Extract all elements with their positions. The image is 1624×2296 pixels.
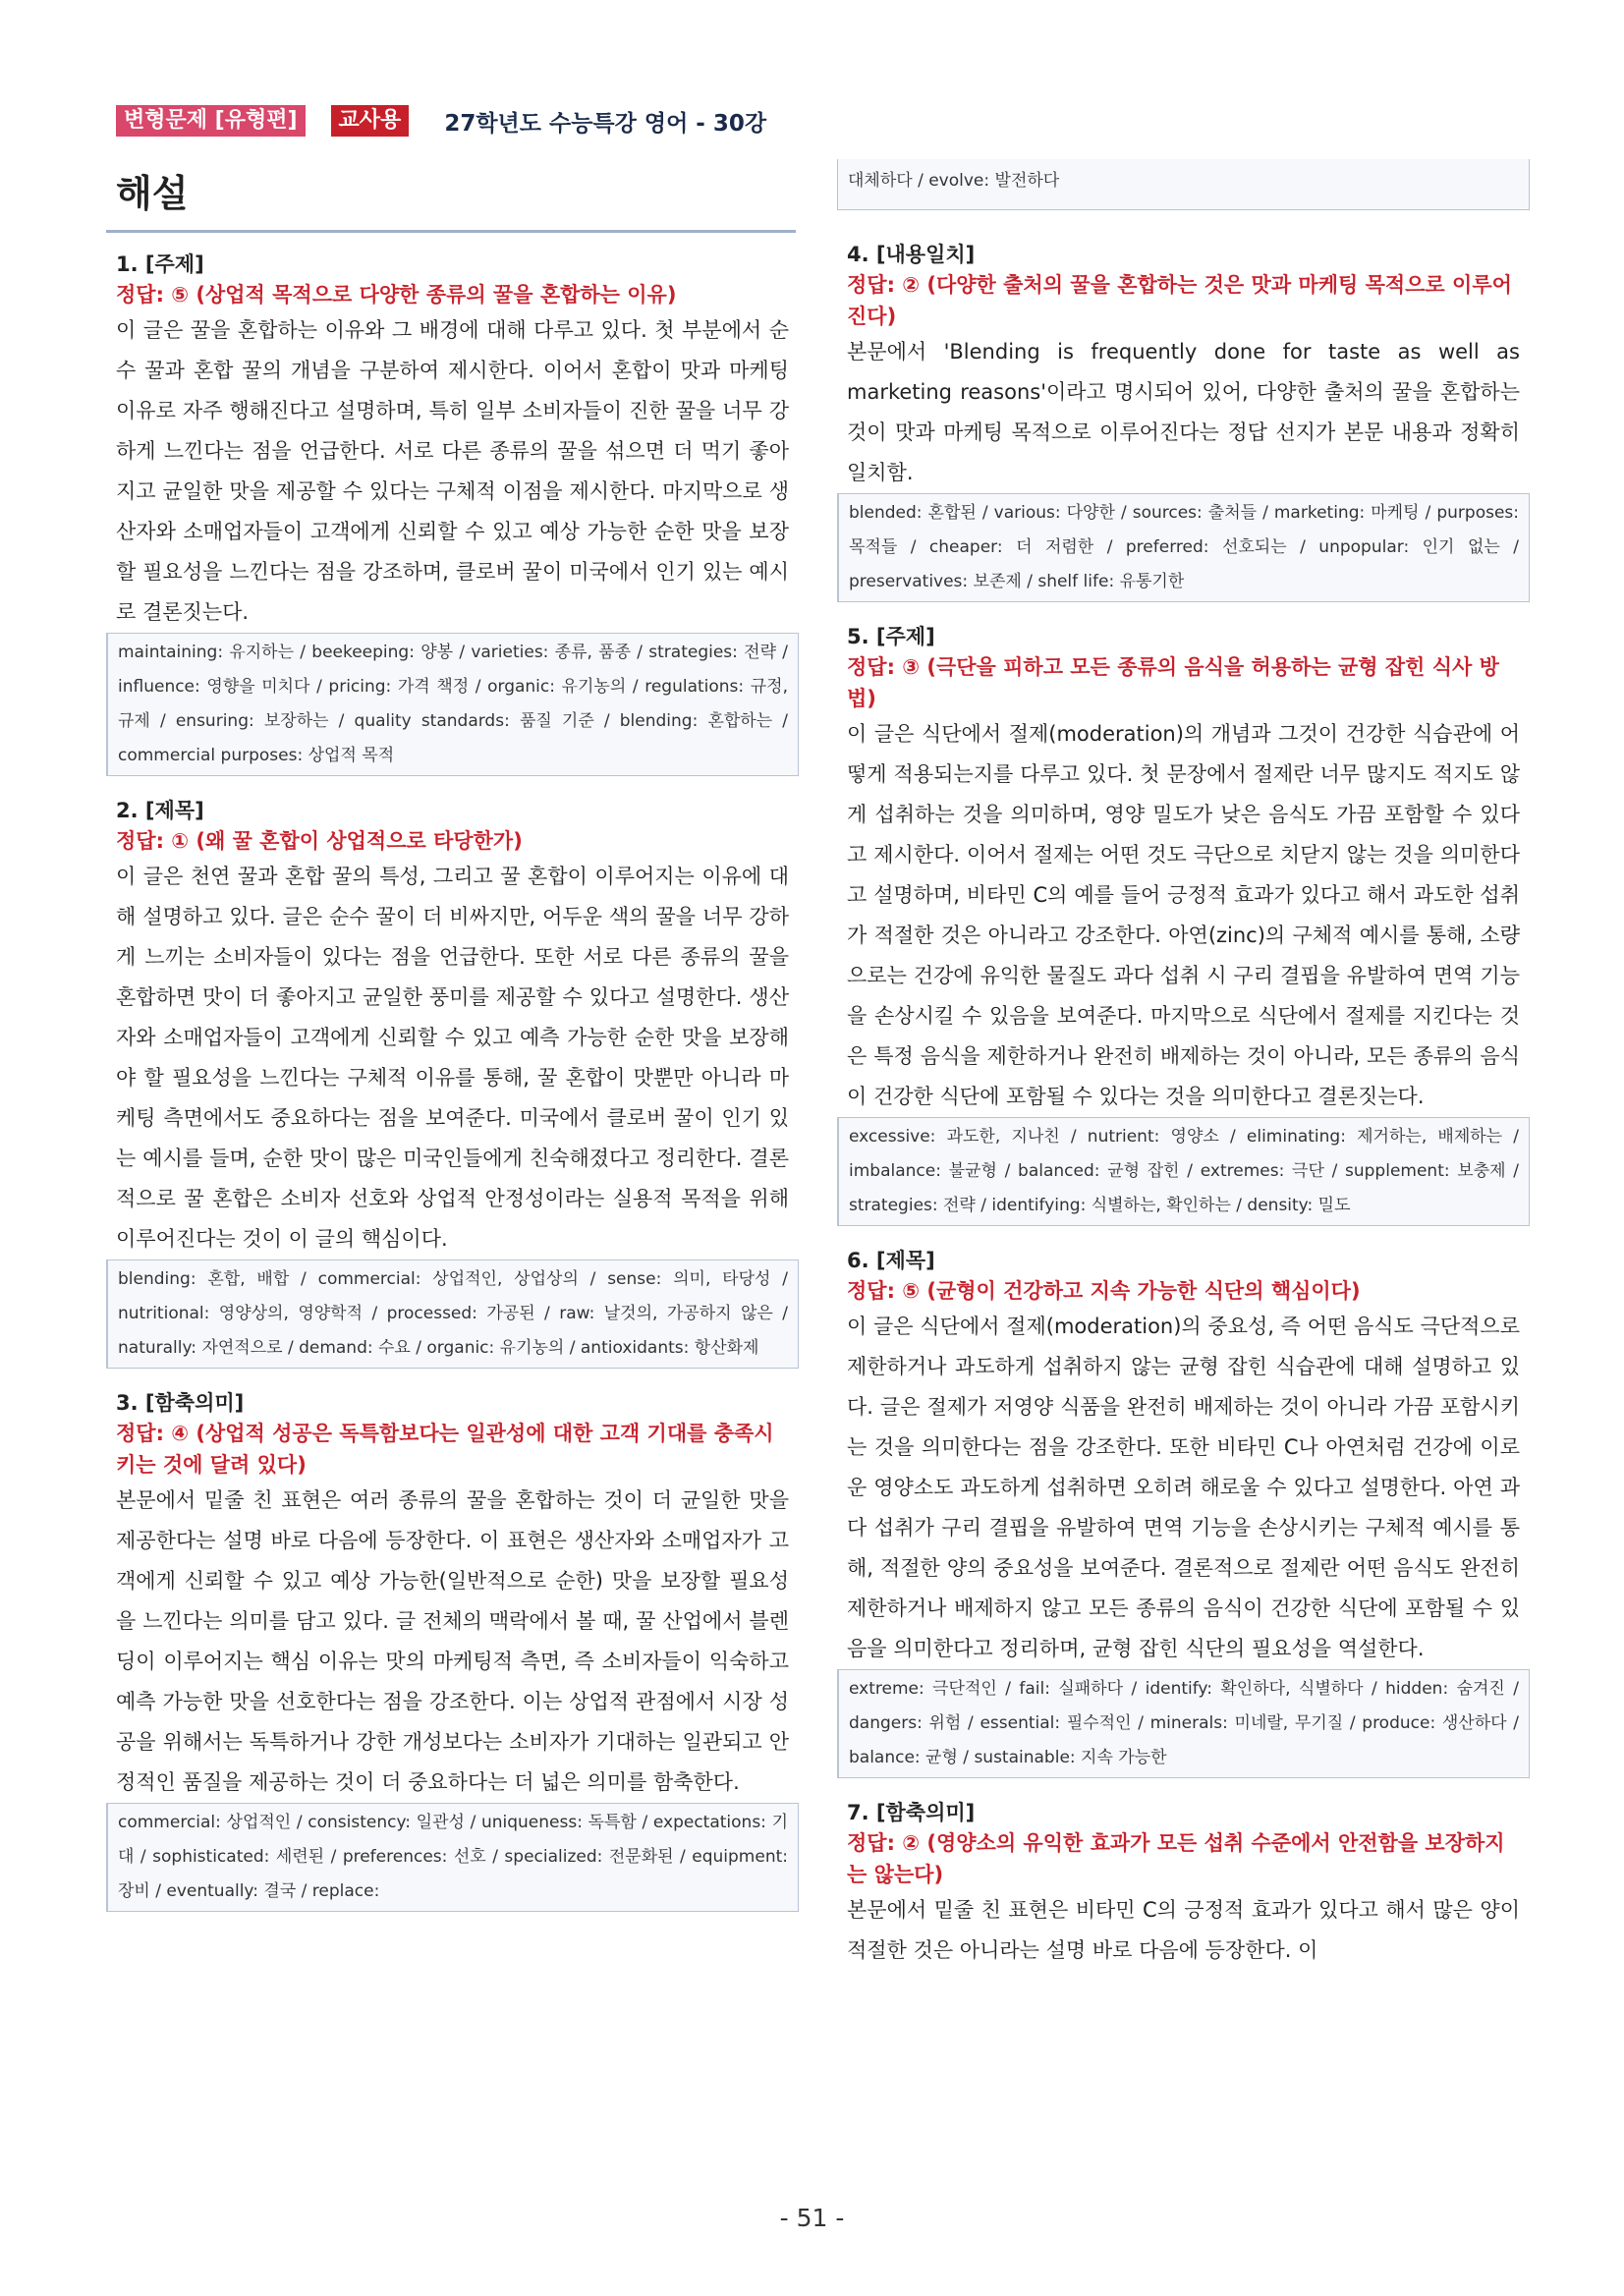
vocab-box: blending: 혼합, 배합 / commercial: 상업적인, 상업상의 / sense: 의미, 타당성 / nutritional: 영양상의, 영양학적 / processed: 가공된 / raw: 날것의, 가공하지 않은 / naturally: 자연적으로 / demand: 수요 / organic: 유기농의 / antioxidants: 항산화제 <box>106 1260 799 1369</box>
question-3 <box>116 1388 789 1912</box>
question-heading: 7. [함축의미] <box>847 1801 976 1824</box>
explanation-text: 이 글은 식단에서 절제(moderation)의 중요성, 즉 어떤 음식도 극단적으로 제한하거나 과도하게 섭취하지 않는 균형 잡힌 식습관에 대해 설명하고 있다. 글은 절제가 저영양 식품을 완전히 배제하는 것이 아니라 가끔 포함시키는 것을 의미한다는 점을 강조한다. 또한 비타민 C나 아연처럼 건강에 이로운 영양소도 과도하게 섭취하면 오히려 해로울 수 있다고 설명한다. 아연 과다 섭취가 구리 결핍을 유발하여 면역 기능을 손상시키는 구체적 예시를 통해, 적절한 양의 중요성을 보여준다. 결론적으로 절제란 어떤 음식도 완전히 제한하거나 배제하지 않고 모든 종류의 음식이 건강한 식단에 포함될 수 있음을 의미한다고 정리하며, 균형 잡힌 식단의 필요성을 역설한다. <box>847 1315 1520 1660</box>
vocab-box: commercial: 상업적인 / consistency: 일관성 / uniqueness: 독특함 / expectations: 기대 / sophisticated: 세련된 / preferences: 선호 / specialized: 전문화된 / equipment: 장비 / eventually: 결국 / replace: <box>106 1803 799 1912</box>
question-6 <box>847 1246 1520 1778</box>
page-title: 해설 <box>116 172 189 215</box>
explanation-text: 본문에서 'Blending is frequently done for taste as well as marketing reasons'이라고 명시되어 있어, 다양한 출처의 꿀을 혼합하는 것이 맛과 마케팅 목적으로 이루어진다는 정답 선지가 본문 내용과 정확히 일치함. <box>847 340 1520 484</box>
question-1 <box>116 250 789 776</box>
question-4 <box>847 240 1520 602</box>
question-heading: 3. [함축의미] <box>116 1391 245 1415</box>
explanation-text: 이 글은 천연 꿀과 혼합 꿀의 특성, 그리고 꿀 혼합이 이루어지는 이유에 대해 설명하고 있다. 글은 순수 꿀이 더 비싸지만, 어두운 색의 꿀을 너무 강하게 느끼는 소비자들이 있다는 점을 언급한다. 또한 서로 다른 종류의 꿀을 혼합하면 맛이 더 좋아지고 균일한 풍미를 제공할 수 있다고 설명한다. 생산자와 소매업자들이 고객에게 신뢰할 수 있고 예측 가능한 순한 맛을 보장해야 할 필요성을 느낀다는 구체적 이유를 통해, 꿀 혼합이 맛뿐만 아니라 마케팅 측면에서도 중요하다는 점을 보여준다. 미국에서 클로버 꿀이 인기 있는 예시를 들며, 순한 맛이 많은 미국인들에게 친숙해졌다고 정리한다. 결론적으로 꿀 혼합은 소비자 선호와 상업적 안정성이라는 실용적 목적을 위해 이루어진다는 것이 이 글의 핵심이다. <box>116 865 789 1251</box>
vocab-box: maintaining: 유지하는 / beekeeping: 양봉 / varieties: 종류, 품종 / strategies: 전략 / influence: 영향을 미치다 / pricing: 가격 책정 / organic: 유기농의 / regulations: 규정, 규제 / ensuring: 보장하는 / quality standards: 품질 기준 / blending: 혼합하는 / commercial purposes: 상업적 목적 <box>106 633 799 776</box>
answer-line: 정답: ② (영양소의 유익한 효과가 모든 섭취 수준에서 안전함을 보장하지는 않는다) <box>847 1831 1505 1886</box>
question-5 <box>847 622 1520 1226</box>
vocab-box: extreme: 극단적인 / fail: 실패하다 / identify: 확인하다, 식별하다 / hidden: 숨겨진 / dangers: 위험 / essential: 필수적인 / minerals: 미네랄, 무기질 / produce: 생산하다 / balance: 균형 / sustainable: 지속 가능한 <box>837 1669 1530 1778</box>
header-title: 27학년도 수능특강 영어 - 30강 <box>444 110 767 137</box>
answer-line: 정답: ① (왜 꿀 혼합이 상업적으로 타당한가) <box>116 829 523 853</box>
explanation-text: 본문에서 밑줄 친 표현은 비타민 C의 긍정적 효과가 있다고 해서 많은 양이 적절한 것은 아니라는 설명 바로 다음에 등장한다. 이 <box>847 1898 1520 1962</box>
question-heading: 1. [주제] <box>116 252 204 276</box>
explanation-text: 이 글은 꿀을 혼합하는 이유와 그 배경에 대해 다루고 있다. 첫 부분에서 순수 꿀과 혼합 꿀의 개념을 구분하여 제시한다. 이어서 혼합이 맛과 마케팅 이유로 자주 행해진다고 설명하며, 특히 일부 소비자들이 진한 꿀을 너무 강하게 느낀다는 점을 언급한다. 서로 다른 종류의 꿀을 섞으면 더 먹기 좋아지고 균일한 맛을 제공할 수 있다는 구체적 이점을 제시한다. 마지막으로 생산자와 소매업자들이 고객에게 신뢰할 수 있고 예상 가능한 순한 맛을 보장할 필요성을 느낀다는 점을 강조하며, 클로버 꿀이 미국에서 인기 있는 예시로 결론짓는다. <box>116 318 789 624</box>
question-7 <box>847 1798 1520 1971</box>
question-2 <box>116 796 789 1369</box>
right-column <box>847 220 1520 1971</box>
question-heading: 5. [주제] <box>847 625 935 648</box>
left-column <box>116 250 789 1912</box>
explanation-text: 본문에서 밑줄 친 표현은 여러 종류의 꿀을 혼합하는 것이 더 균일한 맛을 제공한다는 설명 바로 다음에 등장한다. 이 표현은 생산자와 소매업자가 고객에게 신뢰할 수 있고 예상 가능한(일반적으로 순한) 맛을 보장할 필요성을 느낀다는 의미를 담고 있다. 글 전체의 맥락에서 볼 때, 꿀 산업에서 블렌딩이 이루어지는 핵심 이유는 맛의 마케팅적 측면, 즉 소비자들이 익숙하고 예측 가능한 맛을 선호한다는 점을 강조한다. 이는 상업적 관점에서 시장 성공을 위해서는 독특하거나 강한 개성보다는 소비자가 기대하는 일관되고 안정적인 품질을 제공하는 것이 더 중요하다는 더 넓은 의미를 함축한다. <box>116 1488 789 1794</box>
question-heading: 4. [내용일치] <box>847 243 976 266</box>
explanation-text: 이 글은 식단에서 절제(moderation)의 개념과 그것이 건강한 식습관에 어떻게 적용되는지를 다루고 있다. 첫 문장에서 절제란 너무 많지도 적지도 않게 섭취하는 것을 의미하며, 영양 밀도가 낮은 음식도 가끔 포함할 수 있다고 제시한다. 이어서 절제는 어떤 것도 극단으로 치닫지 않는 것을 의미한다고 설명하며, 비타민 C의 예를 들어 긍정적 효과가 있다고 해서 과도한 섭취가 적절한 것은 아니라고 강조한다. 아연(zinc)의 구체적 예시를 통해, 소량으로는 건강에 유익한 물질도 과다 섭취 시 구리 결핍을 유발하여 면역 기능을 손상시킬 수 있음을 보여준다. 마지막으로 식단에서 절제를 지킨다는 것은 특정 음식을 제한하거나 완전히 배제하는 것이 아니라, 모든 종류의 음식이 건강한 식단에 포함될 수 있다는 것을 의미한다고 결론짓는다. <box>847 722 1520 1108</box>
page-header <box>116 104 766 138</box>
answer-line: 정답: ⑤ (상업적 목적으로 다양한 종류의 꿀을 혼합하는 이유) <box>116 283 677 307</box>
category-tag: 변형문제 [유형편] <box>116 105 306 137</box>
vocab-box: excessive: 과도한, 지나친 / nutrient: 영양소 / eliminating: 제거하는, 배제하는 / imbalance: 불균형 / balanced: 균형 잡힌 / extremes: 극단 / supplement: 보충제 / strategies: 전략 / identifying: 식별하는, 확인하는 / density: 밀도 <box>837 1117 1530 1226</box>
teacher-tag: 교사용 <box>331 105 410 137</box>
title-divider <box>106 230 796 233</box>
answer-line: 정답: ⑤ (균형이 건강하고 지속 가능한 식단의 핵심이다) <box>847 1279 1361 1303</box>
page-number: - 51 - <box>779 2204 845 2232</box>
question-heading: 6. [제목] <box>847 1249 935 1272</box>
vocab-box-continued: 대체하다 / evolve: 발전하다 <box>837 159 1530 210</box>
answer-line: 정답: ② (다양한 출처의 꿀을 혼합하는 것은 맛과 마케팅 목적으로 이루어진다) <box>847 273 1512 328</box>
question-heading: 2. [제목] <box>116 799 204 822</box>
vocab-box: blended: 혼합된 / various: 다양한 / sources: 출처들 / marketing: 마케팅 / purposes: 목적들 / cheaper: 더 저렴한 / preferred: 선호되는 / unpopular: 인기 없는 / preservatives: 보존제 / shelf life: 유통기한 <box>837 493 1530 602</box>
answer-line: 정답: ④ (상업적 성공은 독특함보다는 일관성에 대한 고객 기대를 충족시키는 것에 달려 있다) <box>116 1422 774 1477</box>
answer-line: 정답: ③ (극단을 피하고 모든 종류의 음식을 허용하는 균형 잡힌 식사 방법) <box>847 655 1499 710</box>
